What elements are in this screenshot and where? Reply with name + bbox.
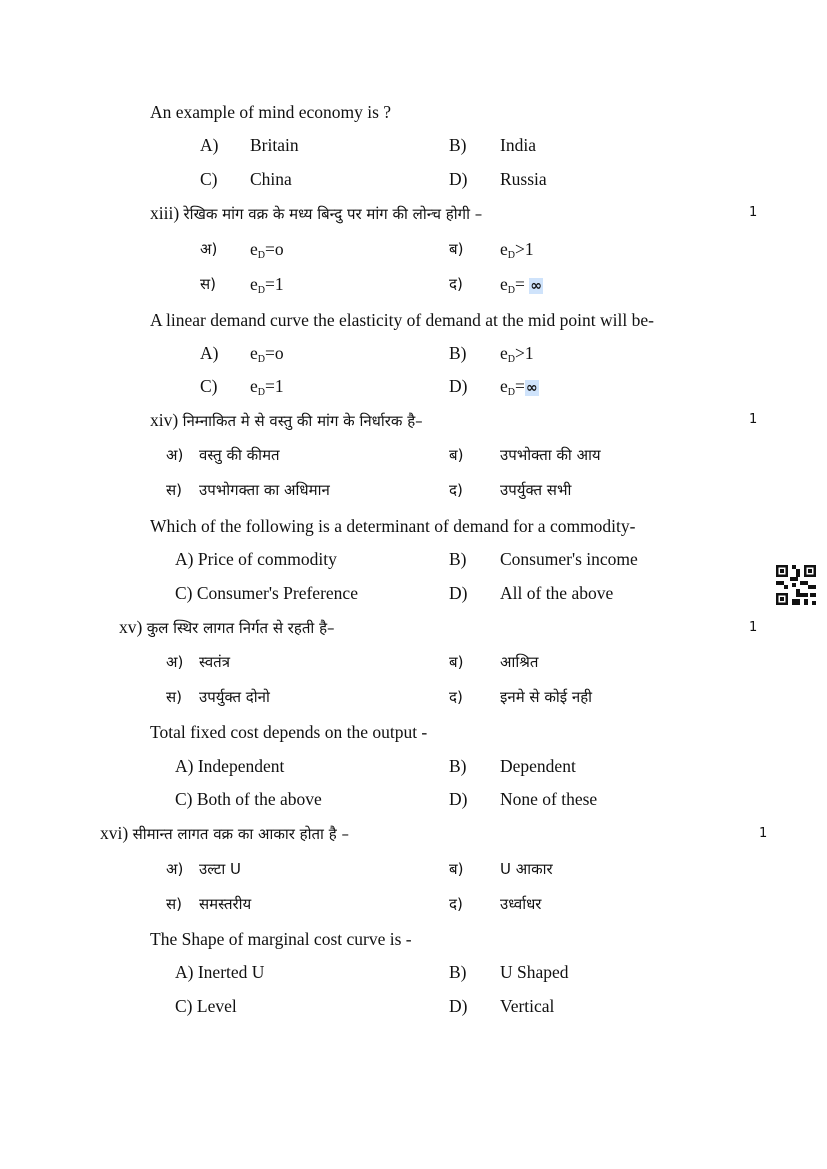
marks: 1	[749, 205, 758, 220]
option-text: उपर्युक्त दोनो	[199, 688, 270, 706]
question-text: सीमान्त लागत वक्र का आकार होता है –	[132, 825, 349, 843]
option-label: अ)	[166, 446, 184, 464]
option-text: आश्रित	[500, 653, 539, 671]
option-text: उल्टा U	[199, 860, 241, 878]
option-label: स)	[200, 275, 216, 293]
question-hindi	[100, 822, 349, 845]
option-label: ब)	[449, 446, 464, 464]
option-text: All of the above	[500, 583, 614, 603]
question-hindi	[119, 616, 335, 639]
option-label: D)	[449, 789, 468, 809]
option-label: अ)	[166, 860, 184, 878]
option-label: ब)	[449, 240, 464, 258]
option-label: B)	[449, 962, 467, 982]
option-label: A)	[200, 135, 219, 155]
option-text: वस्तु की कीमत	[199, 446, 280, 464]
option-label: स)	[166, 688, 182, 706]
option-text: eD= ∞	[500, 274, 542, 296]
option-text: China	[250, 169, 292, 189]
infinity-symbol: ∞	[525, 380, 538, 396]
question-text: A linear demand curve the elasticity of demand at the mid point will be-	[150, 310, 654, 330]
question-number: xiii)	[150, 203, 180, 223]
option-text: U Shaped	[500, 962, 569, 982]
question-hindi	[150, 202, 482, 225]
marks: 1	[759, 826, 768, 841]
question-text: निम्नाकित मे से वस्तु की मांग के निर्धारक है–	[182, 412, 423, 430]
option-text: Britain	[250, 135, 299, 155]
option-text: इनमे से कोई नही	[500, 688, 593, 706]
option-text: eD=∞	[500, 376, 538, 398]
option-label: B)	[449, 343, 467, 363]
option-label: द)	[449, 275, 463, 293]
option-text: eD>1	[500, 343, 534, 365]
option-text: उपभोगक्ता का अधिमान	[199, 481, 330, 499]
qr-code-icon	[776, 565, 816, 605]
question-text: Total fixed cost depends on the output -	[150, 722, 428, 742]
option-text: उर्ध्वाधर	[500, 895, 542, 913]
option-text: India	[500, 135, 536, 155]
option-text: Consumer's income	[500, 549, 638, 569]
question-text: रेखिक मांग वक्र के मध्य बिन्दु पर मांग की लोन्च होगी –	[183, 205, 483, 223]
question-number: xiv)	[150, 410, 179, 430]
option-label: D)	[449, 583, 468, 603]
question-number: xvi)	[100, 823, 129, 843]
marks: 1	[749, 412, 758, 427]
option-label: द)	[449, 481, 463, 499]
option-label: D)	[449, 996, 468, 1016]
option-text: Vertical	[500, 996, 555, 1016]
option-text: A) Independent	[175, 756, 285, 776]
option-label: द)	[449, 688, 463, 706]
option-text: eD=1	[250, 376, 284, 398]
option-label: ब)	[449, 860, 464, 878]
option-label: C)	[200, 169, 218, 189]
option-text: उपभोक्ता की आय	[500, 446, 601, 464]
option-text: eD>1	[500, 239, 534, 261]
option-label: A)	[200, 343, 219, 363]
option-text: A) Price of commodity	[175, 549, 337, 569]
option-text: Dependent	[500, 756, 576, 776]
option-text: स्वतंत्र	[199, 653, 231, 671]
option-label: B)	[449, 135, 467, 155]
question-text: कुल स्थिर लागत निर्गत से रहती है–	[146, 619, 335, 637]
option-text: C) Level	[175, 996, 237, 1016]
option-text: C) Both of the above	[175, 789, 322, 809]
question-number: xv)	[119, 617, 143, 637]
option-label: ब)	[449, 653, 464, 671]
option-text: eD=1	[250, 274, 284, 296]
option-label: अ)	[200, 240, 218, 258]
option-text: eD=o	[250, 239, 284, 261]
option-label: C)	[200, 376, 218, 396]
marks: 1	[749, 620, 758, 635]
option-label: द)	[449, 895, 463, 913]
option-text: A) Inerted U	[175, 962, 265, 982]
question-hindi	[150, 409, 423, 432]
infinity-symbol: ∞	[530, 278, 542, 294]
option-label: D)	[449, 169, 468, 189]
option-label: B)	[449, 549, 467, 569]
option-label: D)	[449, 376, 468, 396]
option-label: B)	[449, 756, 467, 776]
option-text: C) Consumer's Preference	[175, 583, 358, 603]
question-text: The Shape of marginal cost curve is -	[150, 929, 412, 949]
option-text: None of these	[500, 789, 598, 809]
question-text: Which of the following is a determinant of demand for a commodity-	[150, 516, 636, 536]
option-text: Russia	[500, 169, 547, 189]
option-text: समस्तरीय	[199, 895, 252, 913]
option-label: स)	[166, 481, 182, 499]
option-text: उपर्युक्त सभी	[500, 481, 572, 499]
option-label: अ)	[166, 653, 184, 671]
option-text: U आकार	[500, 860, 553, 878]
option-text: eD=o	[250, 343, 284, 365]
option-label: स)	[166, 895, 182, 913]
question-text: An example of mind economy is ?	[150, 102, 392, 122]
